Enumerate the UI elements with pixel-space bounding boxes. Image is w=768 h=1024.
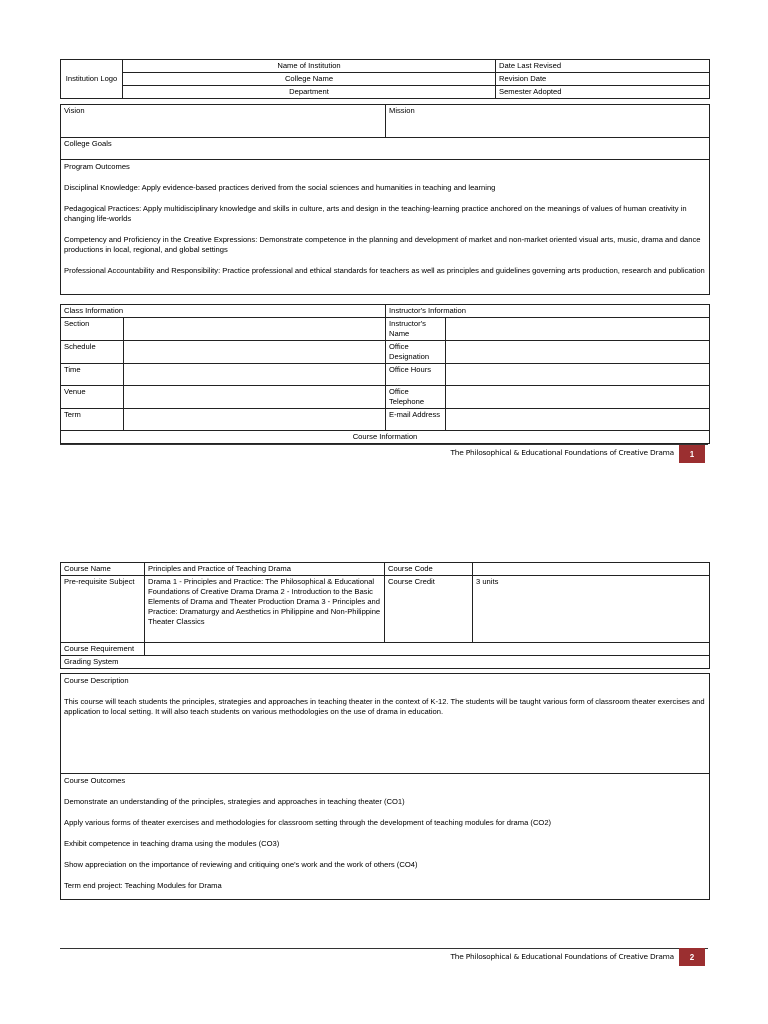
office-telephone-value — [446, 386, 710, 409]
header-table — [60, 59, 710, 99]
class-information-title: Class Information — [61, 305, 386, 318]
email-address-label: E-mail Address — [386, 409, 446, 431]
footer-title: The Philosophical & Educational Foundations of Creative Drama — [450, 448, 674, 457]
description-table — [60, 673, 710, 900]
section-value — [124, 318, 386, 341]
footer-title: The Philosophical & Educational Foundations of Creative Drama — [450, 952, 674, 961]
time-label: Time — [61, 364, 124, 386]
prerequisite-value: Drama 1 - Principles and Practice: The Philosophical & Educational Foundations of Creative Drama Drama 2 - Introduction to the Basic Elements of Drama and Theater Production Drama 3 - Principles and Practice: Dramaturgy and Aesthetics in Philippine and Non-Philippine Theater Classics — [145, 576, 385, 643]
office-designation-value — [446, 341, 710, 364]
college-name: College Name — [123, 73, 496, 86]
course-outcome-item: Exhibit competence in teaching drama using the modules (CO3) — [64, 839, 280, 848]
course-name-label: Course Name — [61, 563, 145, 576]
schedule-value — [124, 341, 386, 364]
footer-rule — [60, 444, 708, 445]
course-outcome-item: Demonstrate an understanding of the principles, strategies and approaches in teaching theater (CO1) — [64, 797, 405, 806]
prerequisite-label: Pre-requisite Subject — [61, 576, 145, 643]
course-outcome-item: Apply various forms of theater exercises and methodologies for classroom setting through the development of teaching modules for drama (CO2) — [64, 818, 552, 827]
course-information-title: Course Information — [61, 431, 710, 444]
date-last-revised: Date Last Revised — [496, 60, 710, 73]
venue-value — [124, 386, 386, 409]
program-outcomes-title: Program Outcomes — [64, 162, 130, 171]
course-code-label: Course Code — [385, 563, 473, 576]
program-outcome-item: Pedagogical Practices: Apply multidisciplinary knowledge and skills in culture, arts and design in the teaching-learning practice anchored on the meanings of values of human creativity in changing life-worlds — [64, 204, 687, 223]
time-value — [124, 364, 386, 386]
course-credit-value: 3 units — [473, 576, 710, 643]
page-number: 2 — [679, 948, 705, 966]
schedule-label: Schedule — [61, 341, 124, 364]
instructor-name-value — [446, 318, 710, 341]
course-name-value: Principles and Practice of Teaching Drama — [145, 563, 385, 576]
course-table — [60, 562, 710, 669]
name-of-institution: Name of Institution — [123, 60, 496, 73]
program-outcome-item: Disciplinal Knowledge: Apply evidence-based practices derived from the social sciences and humanities in teaching and learning — [64, 183, 496, 192]
section-label: Section — [61, 318, 124, 341]
venue-label: Venue — [61, 386, 124, 409]
term-label: Term — [61, 409, 124, 431]
vision-mission-table — [60, 104, 710, 295]
page-number: 1 — [679, 445, 705, 463]
office-hours-label: Office Hours — [386, 364, 446, 386]
course-credit-label: Course Credit — [385, 576, 473, 643]
office-hours-value — [446, 364, 710, 386]
program-outcome-item: Competency and Proficiency in the Creative Expressions: Demonstrate competence in the planning and development of market and non-market oriented visual arts, music, drama and dance productions in local, regional, and global settings — [64, 235, 701, 254]
instructor-information-title: Instructor's Information — [386, 305, 710, 318]
vision-cell: Vision — [61, 105, 386, 138]
grading-system-label: Grading System — [61, 656, 710, 669]
department: Department — [123, 86, 496, 99]
course-description-text: This course will teach students the principles, strategies and approaches in teaching theater in the context of K-12. The students will be taught various form of classroom theater exercises and application to local setting. It will also teach students on various methodologies on the use of drama in education. — [64, 697, 705, 716]
course-description-title: Course Description — [64, 676, 129, 685]
course-requirement-value — [145, 643, 710, 656]
college-goals-cell: College Goals — [61, 138, 710, 160]
semester-adopted: Semester Adopted — [496, 86, 710, 99]
mission-cell: Mission — [386, 105, 710, 138]
office-telephone-label: Office Telephone — [386, 386, 446, 409]
course-outcomes-cell — [61, 774, 710, 900]
instructor-name-label: Instructor's Name — [386, 318, 446, 341]
term-value — [124, 409, 386, 431]
revision-date: Revision Date — [496, 73, 710, 86]
course-outcome-item: Term end project: Teaching Modules for Drama — [64, 881, 222, 890]
course-description-cell — [61, 674, 710, 774]
program-outcome-item: Professional Accountability and Responsibility: Practice professional and ethical standards for teachers as well as principles and guidelines governing arts production, research and publication — [64, 266, 705, 275]
course-requirement-label: Course Requirement — [61, 643, 145, 656]
footer-rule — [60, 948, 708, 949]
email-address-value — [446, 409, 710, 431]
class-info-table — [60, 304, 710, 444]
program-outcomes-cell — [61, 160, 710, 295]
course-outcomes-title: Course Outcomes — [64, 776, 126, 785]
course-code-value — [473, 563, 710, 576]
institution-logo: Institution Logo — [61, 60, 123, 99]
office-designation-label: Office Designation — [386, 341, 446, 364]
course-outcome-item: Show appreciation on the importance of reviewing and critiquing one's work and the work of others (CO4) — [64, 860, 418, 869]
